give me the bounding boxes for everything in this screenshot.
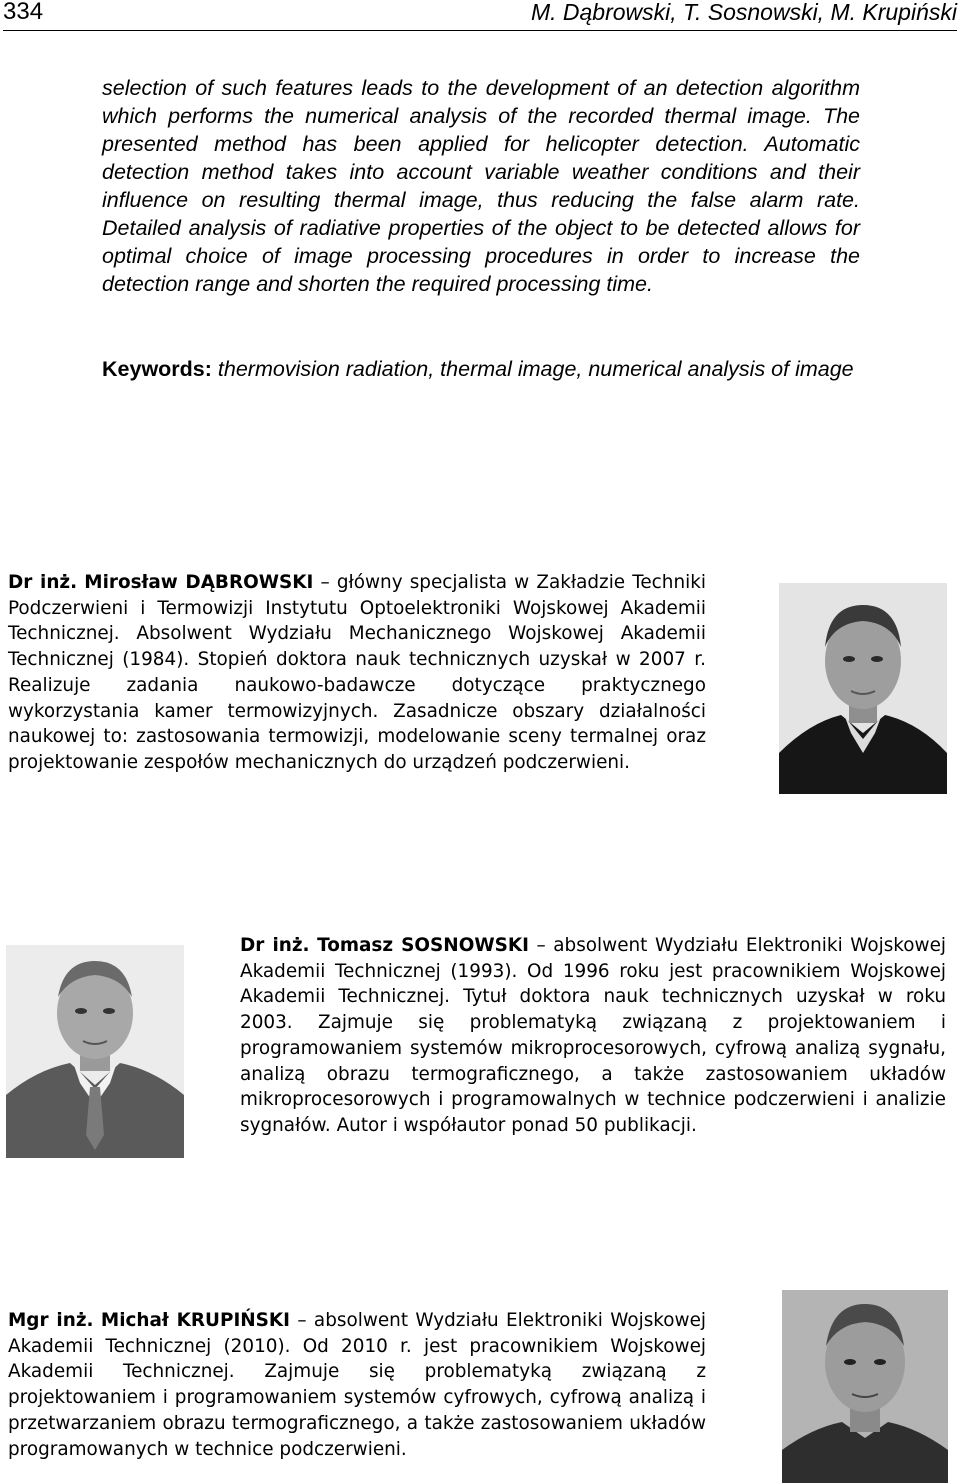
author-name: Tomasz SOSNOWSKI <box>317 935 529 956</box>
author-bio-sosnowski <box>240 933 946 1139</box>
running-header <box>3 0 957 31</box>
author-photo-sosnowski <box>6 945 184 1158</box>
author-bio-text: – absolwent Wydziału Elektroniki Wojskowej Akademii Technicznej (1993). Od 1996 roku jest pracownikiem Wojskowej Akademii Technicznej. Tytuł doktora nauk technicznych uzyskał w roku 2003. Zajmuje się problematyką związaną z projektowaniem i programowaniem systemów mikroprocesorowych, cyfrową analizą sygnału, analizą obrazu termograficznego, a także zastosowaniem układów mikroprocesorowych i programowalnych w technice podczerwieni i analizie sygnałów. Autor i współautor ponad 50 publikacji. <box>240 935 946 1136</box>
author-degree: Mgr inż. <box>8 1310 94 1331</box>
author-bio-text: – absolwent Wydziału Elektroniki Wojskowej Akademii Technicznej (2010). Od 2010 r. jest pracownikiem Wojskowej Akademii Technicznej. Zajmuje się problematyką związaną z projektowaniem i programowaniem systemów cyfrowych, cyfrową analizą i przetwarzaniem obrazu termograficznego, a także zastosowaniem układów programowanych w technice podczerwieni. <box>8 1310 706 1460</box>
running-authors: M. Dąbrowski, T. Sosnowski, M. Krupiński <box>530 0 957 25</box>
keywords-label: Keywords: <box>102 357 212 381</box>
keywords <box>102 355 860 383</box>
author-name: Michał KRUPIŃSKI <box>100 1310 291 1331</box>
author-photo-krupinski <box>782 1290 948 1483</box>
author-bio-dabrowski <box>8 570 706 776</box>
author-bio-text: – główny specjalista w Zakładzie Techniki Podczerwieni i Termowizji Instytutu Optoelektroniki Wojskowej Akademii Technicznej. Absolwent Wydziału Mechanicznego Wojskowej Akademii Technicznej (1984). Stopień doktora nauk technicznych uzyskał w 2007 r. Realizuje zadania naukowo-badawcze dotyczące praktycznego wykorzystania kamer termowizyjnych. Zasadnicze obszary działalności naukowej to: zastosowania termowizji, modelowanie sceny termalnej oraz projektowanie zespołów mechanicznych do urządzeń podczerwieni. <box>8 572 706 773</box>
page-number: 334 <box>3 0 44 25</box>
abstract-text: selection of such features leads to the development of an detection algorithm which performs the numerical analysis of the recorded thermal image. The presented method has been applied for helicopter detection. Automatic detection method takes into account variable weather conditions and their influence on resulting thermal image, thus reducing the false alarm rate. Detailed analysis of radiative properties of the object to be detected allows for optimal choice of image processing procedures in order to increase the detection range and shorten the required processing time. <box>102 76 860 296</box>
author-bio-krupinski <box>8 1308 706 1462</box>
author-name: Mirosław DĄBROWSKI <box>84 572 314 593</box>
keywords-text: thermovision radiation, thermal image, numerical analysis of image <box>217 357 854 381</box>
author-photo-dabrowski <box>779 583 947 794</box>
author-degree: Dr inż. <box>240 935 310 956</box>
author-degree: Dr inż. <box>8 572 78 593</box>
